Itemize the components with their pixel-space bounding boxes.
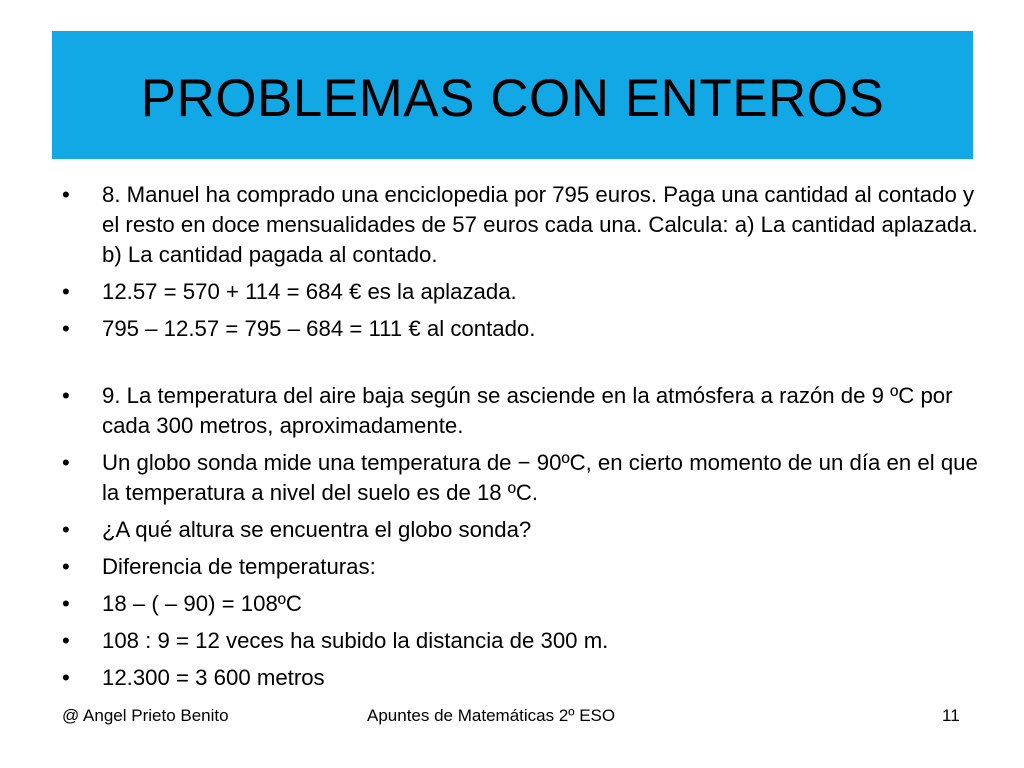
footer-author: @ Angel Prieto Benito [62,706,229,725]
page-number: 11 [942,706,960,725]
bullet-item: • 108 : 9 = 12 veces ha subido la distancia de 300 m. [62,626,982,656]
bullet-item: • Diferencia de temperaturas: [62,552,982,582]
bullet-item: • 8. Manuel ha comprado una enciclopedia por 795 euros. Paga una cantidad al contado y el resto en doce mensualidades de 57 euros cada una. Calcula: a) La cantidad aplazada. b) La cantidad pagada al contado. [62,180,982,270]
bullet-item: • Un globo sonda mide una temperatura de − 90ºC, en cierto momento de un día en el que la temperatura a nivel del suelo es de 18 ºC. [62,448,982,508]
bullet-list [62,180,982,693]
bullet-item: • ¿A qué altura se encuentra el globo sonda? [62,515,982,545]
bullet-item: • 18 – ( – 90) = 108ºC [62,589,982,619]
footer-course: Apuntes de Matemáticas 2º ESO [367,706,616,725]
bullet-item: • 12.300 = 3 600 metros [62,663,982,693]
bullet-item: • 12.57 = 570 + 114 = 684 € es la aplazada. [62,277,982,307]
bullet-item: • 795 – 12.57 = 795 – 684 = 111 € al contado. [62,314,982,344]
title-banner [52,31,973,159]
bullet-item: • 9. La temperatura del aire baja según se asciende en la atmósfera a razón de 9 ºC por cada 300 metros, aproximadamente. [62,381,982,441]
slide-title: PROBLEMAS CON ENTEROS [140,68,885,128]
